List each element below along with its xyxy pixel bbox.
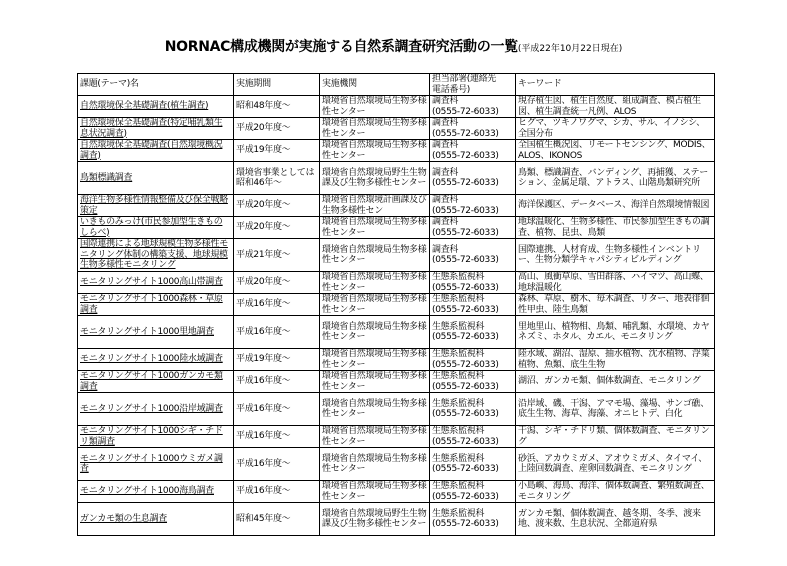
row-keywords: 地球温暖化、生物多様性、市民参加型生きもの調査、植物、昆虫、鳥類 <box>516 217 715 239</box>
row-agency: 環境省自然環境局生物多様性センター <box>320 448 430 481</box>
row-keywords: 高山、風衝草原、雪田群落、ハイマツ、高山蝶、地球温暖化 <box>516 272 715 294</box>
row-period: 平成16年度～ <box>234 481 320 503</box>
row-period: 平成21年度～ <box>234 239 320 272</box>
row-dept-name: 調査科 <box>432 140 459 150</box>
row-dept <box>430 448 516 481</box>
row-dept-name: 生態系監視科 <box>432 349 485 359</box>
row-agency: 環境省自然環境局野生生物課及び生物多様性センター <box>320 503 430 536</box>
row-dept-phone: (0555-72-6033) <box>432 227 499 238</box>
row-dept-name: 調査科 <box>432 217 459 227</box>
row-keywords: 鳥類、標識調査、バンディング、再捕獲、ステーション、金属足環、アトラス、山階鳥類研究所 <box>516 162 715 195</box>
row-name: ガンカモ類の生息調査 <box>78 503 234 536</box>
row-period: 平成16年度～ <box>234 426 320 448</box>
row-dept <box>430 140 516 162</box>
row-dept-phone: (0555-72-6033) <box>432 491 499 502</box>
row-dept-name: 調査科 <box>432 195 459 205</box>
row-keywords: 現存植生図、植生自然度、組成調査、模占植生図、植生調査統一凡例、ALOS <box>516 96 715 118</box>
row-dept-phone: (0555-72-6033) <box>432 150 499 161</box>
row-name: モニタリングサイト1000シギ・チドリ類調査 <box>78 426 234 448</box>
row-name: モニタリングサイト1000高山帯調査 <box>78 272 234 294</box>
row-keywords: 森林、草原、樹木、毎木調査、リター、地表徘徊性甲虫、陸生鳥類 <box>516 294 715 316</box>
table-row <box>78 316 715 349</box>
row-keywords: ヒグマ、ツキノワグマ、シカ、サル、イノシシ、全国分布 <box>516 118 715 140</box>
row-dept-name: 生態系監視科 <box>432 453 485 464</box>
table-row <box>78 239 715 272</box>
row-dept <box>430 162 516 195</box>
header-keywords: キーワード <box>516 74 715 96</box>
row-name: いきものみっけ(市民参加型生きものしらべ) <box>78 217 234 239</box>
table-row <box>78 393 715 426</box>
table-row <box>78 426 715 448</box>
row-dept <box>430 294 516 316</box>
row-dept-name: 生態系監視科 <box>432 398 485 409</box>
row-dept-phone: (0555-72-6033) <box>432 464 499 474</box>
row-keywords: 湖沼、ガンカモ類、個体数調査、モニタリング <box>516 371 715 393</box>
row-period: 平成16年度～ <box>234 316 320 349</box>
row-dept <box>430 272 516 294</box>
row-name: 海洋生物多様性情報整備及び保全戦略策定 <box>78 195 234 217</box>
table-row <box>78 195 715 217</box>
row-dept <box>430 393 516 426</box>
row-agency: 環境省自然環境局野生生物課及び生物多様性センター <box>320 162 430 195</box>
row-dept-phone: (0555-72-6033) <box>432 106 499 117</box>
row-dept <box>430 349 516 371</box>
header-period: 実施期間 <box>234 74 320 96</box>
row-dept-phone: (0555-72-6033) <box>432 332 499 342</box>
row-dept-phone: (0555-72-6033) <box>432 381 499 392</box>
row-dept-name: 生態系監視科 <box>432 294 485 304</box>
row-name: 自然環境保全基礎調査(自然環境概況調査) <box>78 140 234 162</box>
row-dept <box>430 316 516 349</box>
title-main: NORNAC構成機関が実施する自然系調査研究活動の一覧 <box>164 39 518 55</box>
row-agency: 環境省自然環境局生物多様性センター <box>320 217 430 239</box>
row-dept <box>430 217 516 239</box>
row-dept-name: 調査科 <box>432 244 459 255</box>
row-agency: 環境省自然環境局生物多様性センター <box>320 316 430 349</box>
row-keywords: 沿岸域、磯、干潟、アマモ場、藻場、サンゴ礁、底生生物、海草、海藻、オニヒトデ、白化 <box>516 393 715 426</box>
row-dept <box>430 239 516 272</box>
row-period: 平成20年度～ <box>234 118 320 140</box>
row-dept-name: 調査科 <box>432 118 459 128</box>
row-period: 平成20年度～ <box>234 272 320 294</box>
row-dept-name: 生態系監視科 <box>432 426 485 436</box>
row-keywords: 砂浜、アカウミガメ、アオウミガメ、タイマイ、上陸回数調査、産卵回数調査、モニタリング <box>516 448 715 481</box>
row-agency: 環境省自然環境局生物多様性センター <box>320 426 430 448</box>
row-agency: 環境省自然環境局生物多様性センター <box>320 96 430 118</box>
row-period: 昭和48年度～ <box>234 96 320 118</box>
row-keywords: 干潟、シギ・チドリ類、個体数調査、モニタリング <box>516 426 715 448</box>
row-dept-name: 生態系監視科 <box>432 321 485 332</box>
row-dept-phone: (0555-72-6033) <box>432 178 499 188</box>
row-keywords: 全国植生概況図、リモートセンシング、MODIS、ALOS、IKONOS <box>516 140 715 162</box>
row-name: 国際連携による地球規模生物多様性モニタリング体制の構築支援、地球規模生物多様性モニタリング <box>78 239 234 272</box>
table-row <box>78 349 715 371</box>
row-name: 自然環境保全基礎調査(特定哺乳類生息状況調査) <box>78 118 234 140</box>
title-date: (平成22年10月22日現在) <box>517 44 623 54</box>
row-name: モニタリングサイト1000陸水域調査 <box>78 349 234 371</box>
row-dept-phone: (0555-72-6033) <box>432 409 499 419</box>
header-agency: 実施機関 <box>320 74 430 96</box>
row-keywords: 海洋保護区、データベース、海洋自然環境情報図 <box>516 195 715 217</box>
table-row <box>78 118 715 140</box>
row-dept <box>430 118 516 140</box>
table-row <box>78 448 715 481</box>
row-dept-name: 調査科 <box>432 96 459 106</box>
row-dept-phone: (0555-72-6033) <box>432 282 499 293</box>
row-dept-name: 生態系監視科 <box>432 371 485 381</box>
table-row <box>78 140 715 162</box>
row-dept-phone: (0555-72-6033) <box>432 255 499 265</box>
row-keywords: 国際連携、人材育成、生物多様性インベントリー、生物分類学キャパシティビルディング <box>516 239 715 272</box>
row-name: モニタリングサイト1000沿岸域調査 <box>78 393 234 426</box>
table-row <box>78 217 715 239</box>
row-name: モニタリングサイト1000ウミガメ調査 <box>78 448 234 481</box>
row-dept-phone: (0555-72-6033) <box>432 128 499 139</box>
survey-table <box>77 73 715 536</box>
row-agency: 環境省自然環境局生物多様性センター <box>320 239 430 272</box>
row-dept-name: 生態系監視科 <box>432 481 485 491</box>
header-dept-line1: 担当部署(連絡先 <box>432 74 497 84</box>
row-name: 鳥類標識調査 <box>78 162 234 195</box>
table-row <box>78 96 715 118</box>
row-dept <box>430 96 516 118</box>
row-period: 昭和45年度～ <box>234 503 320 536</box>
header-name: 課題(テーマ)名 <box>78 74 234 96</box>
row-dept <box>430 195 516 217</box>
row-period: 平成16年度～ <box>234 294 320 316</box>
row-agency: 環境省自然環境局生物多様性センター <box>320 272 430 294</box>
row-keywords: 小島嶼、海鳥、海洋、個体数調査、繁殖数調査、モニタリング <box>516 481 715 503</box>
row-agency: 環境省自然環境局生物多様性センター <box>320 393 430 426</box>
row-dept-phone: (0555-72-6033) <box>432 519 499 529</box>
row-dept-phone: (0555-72-6033) <box>432 304 499 315</box>
table-row <box>78 481 715 503</box>
row-dept <box>430 503 516 536</box>
table-row <box>78 294 715 316</box>
row-name: 自然環境保全基礎調査(植生調査) <box>78 96 234 118</box>
row-agency: 環境省自然環境局生物多様性センター <box>320 294 430 316</box>
row-period: 平成16年度～ <box>234 393 320 426</box>
row-period: 平成19年度～ <box>234 349 320 371</box>
row-dept <box>430 371 516 393</box>
row-period: 平成20年度～ <box>234 217 320 239</box>
row-agency: 環境省自然環境局生物多様性センター <box>320 371 430 393</box>
page-title <box>0 36 787 59</box>
row-agency: 環境省自然環境計画課及び生物多様性セン <box>320 195 430 217</box>
table-body <box>78 96 715 536</box>
row-agency: 環境省自然環境局生物多様性センター <box>320 481 430 503</box>
row-agency: 環境省自然環境局生物多様性センター <box>320 349 430 371</box>
row-period: 平成16年度～ <box>234 371 320 393</box>
table-header-row <box>78 74 715 96</box>
row-name: モニタリングサイト1000森林・草原調査 <box>78 294 234 316</box>
header-dept <box>430 74 516 96</box>
table-row <box>78 371 715 393</box>
row-dept-name: 調査科 <box>432 167 459 178</box>
row-dept-phone: (0555-72-6033) <box>432 205 499 216</box>
row-dept-name: 生態系監視科 <box>432 508 485 519</box>
row-keywords: 里地里山、植物相、鳥類、哺乳類、水環境、カヤネズミ、ホタル、カエル、モニタリング <box>516 316 715 349</box>
row-agency: 環境省自然環境局生物多様性センター <box>320 140 430 162</box>
row-period: 平成19年度～ <box>234 140 320 162</box>
row-period: 平成16年度～ <box>234 448 320 481</box>
row-period: 環境省事業としては昭和46年～ <box>234 162 320 195</box>
header-dept-line2: 電話番号) <box>432 84 471 95</box>
row-name: モニタリングサイト1000海鳥調査 <box>78 481 234 503</box>
row-keywords: ガンカモ類、個体数調査、越冬期、冬季、渡来地、渡来数、生息状況、全都道府県 <box>516 503 715 536</box>
table-row <box>78 272 715 294</box>
table-row <box>78 162 715 195</box>
row-period: 平成20年度～ <box>234 195 320 217</box>
row-dept-phone: (0555-72-6033) <box>432 359 499 370</box>
row-dept <box>430 481 516 503</box>
row-name: モニタリングサイト1000里地調査 <box>78 316 234 349</box>
row-name: モニタリングサイト1000ガンカモ類調査 <box>78 371 234 393</box>
row-dept-name: 生態系監視科 <box>432 272 485 282</box>
row-agency: 環境省自然環境局生物多様性センター <box>320 118 430 140</box>
table-row <box>78 503 715 536</box>
row-keywords: 陸水域、湖沼、湿原、抽水植物、沈水植物、浮葉植物、魚類、底生生物 <box>516 349 715 371</box>
row-dept-phone: (0555-72-6033) <box>432 436 499 447</box>
row-dept <box>430 426 516 448</box>
